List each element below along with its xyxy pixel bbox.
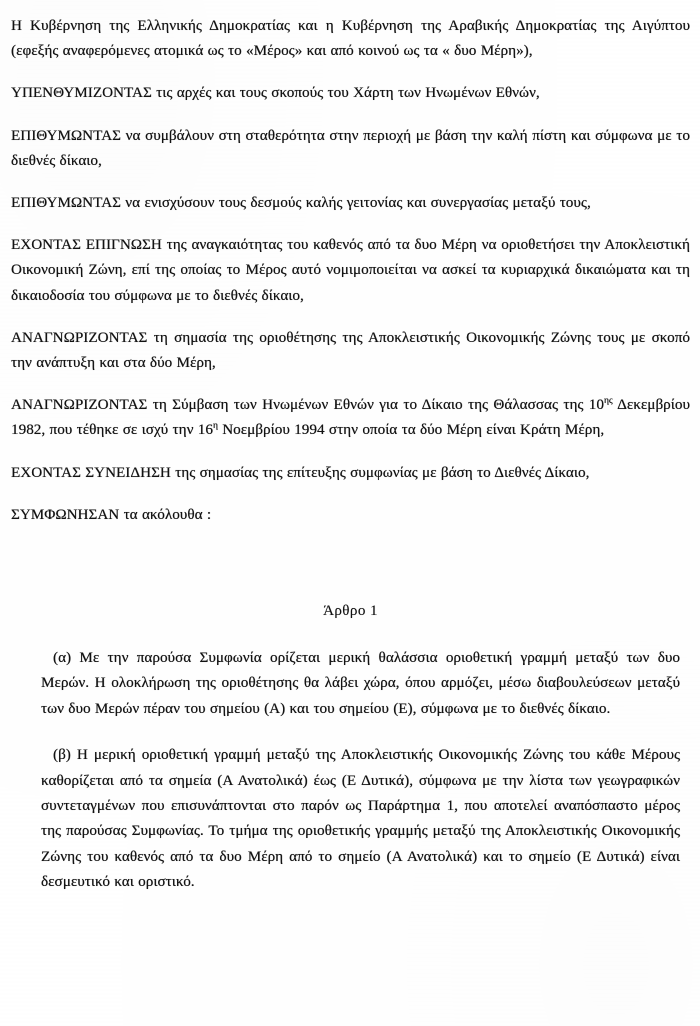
ordinal-superscript-sixteenth: η — [213, 421, 218, 432]
preamble-paragraph-desiring-stability: ΕΠΙΘΥΜΩΝΤΑΣ να συμβάλουν στη σταθερότητα στην περιοχή με βάση την καλή πίστη και σύμφωνα με το διεθνές δίκαιο, — [11, 127, 690, 169]
preamble-paragraph-parties: Η Κυβέρνηση της Ελληνικής Δημοκρατίας και η Κυβέρνηση της Αραβικής Δημοκρατίας της Αιγύπτου (εφεξής αναφερόμενες ατομικά ως το «Μέρος» και από κοινού ως τα « δυο Μέρη»), — [11, 18, 690, 60]
preamble-paragraph-recognizing-importance: ΑΝΑΓΝΩΡΙΖΟΝΤΑΣ τη σημασία της οριοθέτησης της Αποκλειστικής Οικονομικής Ζώνης τους με σκοπό την ανάπτυξη και στα δύο Μέρη, — [11, 329, 690, 372]
article-heading: Άρθρο 1 — [323, 603, 378, 620]
ordinal-superscript-tenth: ης — [603, 396, 613, 407]
preamble-paragraph-unclos-1982 — [11, 393, 690, 443]
article-clause-a: (α) Με την παρούσα Συμφωνία ορίζεται μερική θαλάσσια οριοθετική γραμμή μεταξύ των δυο Μερών. Η ολοκλήρωση της οριοθέτησης θα λάβει χώρα, όπου αρμόζει, μέσω διαβουλεύσεων μεταξύ των δυο Μερών πέραν του σημείου (Α) και του σημείου (Ε), σύμφωνα με το διεθνές δίκαιο. — [41, 650, 680, 717]
unclos-text-after-second-ordinal: Νοεμβρίου 1994 στην οποία τα δύο Μέρη είναι Κράτη Μέρη, — [217, 422, 605, 439]
preamble-paragraph-recalling-un-charter: ΥΠΕΝΘΥΜΙΖΟΝΤΑΣ τις αρχές και τους σκοπούς του Χάρτη των Ηνωμένων Εθνών, — [11, 85, 540, 102]
preamble-paragraph-conscious-of-importance: ΕΧΟΝΤΑΣ ΣΥΝΕΙΔΗΣΗ της σημασίας της επίτευξης συμφωνίας με βάση το Διεθνές Δίκαιο, — [11, 464, 590, 481]
unclos-text-between-ordinals: Δεκεμβρίου 1982, που τέθηκε σε ισχύ την 16 — [11, 397, 690, 439]
article-clause-b: (β) Η μερική οριοθετική γραμμή μεταξύ της Αποκλειστικής Οικονομικής Ζώνης του κάθε Μέρους καθορίζεται από τα σημεία (Α Ανατολικά) έως (Ε Δυτικά), σύμφωνα με την λίστα των γεωγραφικών συντεταγμένων που επισυνάπτονται στο παρόν ως Παράρτημα 1, που αποτελεί αναπόσπαστο μέρος της παρούσας Συμφωνίας. Το τμήμα της οριοθετικής γραμμής μεταξύ της Αποκλειστικής Οικονομικής Ζώνης του καθενός από τα δυο Μέρη από το σημείο (Α Ανατολικά) και το σημείο (Ε Δυτικά) είναι δεσμευτικό και οριστικό. — [41, 747, 680, 891]
preamble-paragraph-have-agreed: ΣΥΜΦΩΝΗΣΑΝ τα ακόλουθα : — [11, 506, 212, 523]
article-heading-spacer — [11, 545, 690, 600]
preamble-paragraph-aware-of-necessity: ΕΧΟΝΤΑΣ ΕΠΙΓΝΩΣΗ της αναγκαιότητας του καθενός από τα δυο Μέρη να οριοθετήσει την Αποκλειστική Οικονομική Ζώνη, επί της οποίας το Μέρος αυτό νομιμοποιείται να ασκεί τα κυριαρχικά δικαιώματα και τη δικαιοδοσία του σύμφωνα με το διεθνές δίκαιο, — [11, 237, 690, 304]
unclos-text-before-first-ordinal: ΑΝΑΓΝΩΡΙΖΟΝΤΑΣ τη Σύμβαση των Ηνωμένων Εθνών για το Δίκαιο της Θάλασσας της 10 — [11, 397, 604, 414]
preamble-paragraph-desiring-good-neighbourliness: ΕΠΙΘΥΜΩΝΤΑΣ να ενισχύσουν τους δεσμούς καλής γειτονίας και συνεργασίας μεταξύ τους, — [11, 195, 591, 212]
document-text-column — [11, 14, 690, 896]
